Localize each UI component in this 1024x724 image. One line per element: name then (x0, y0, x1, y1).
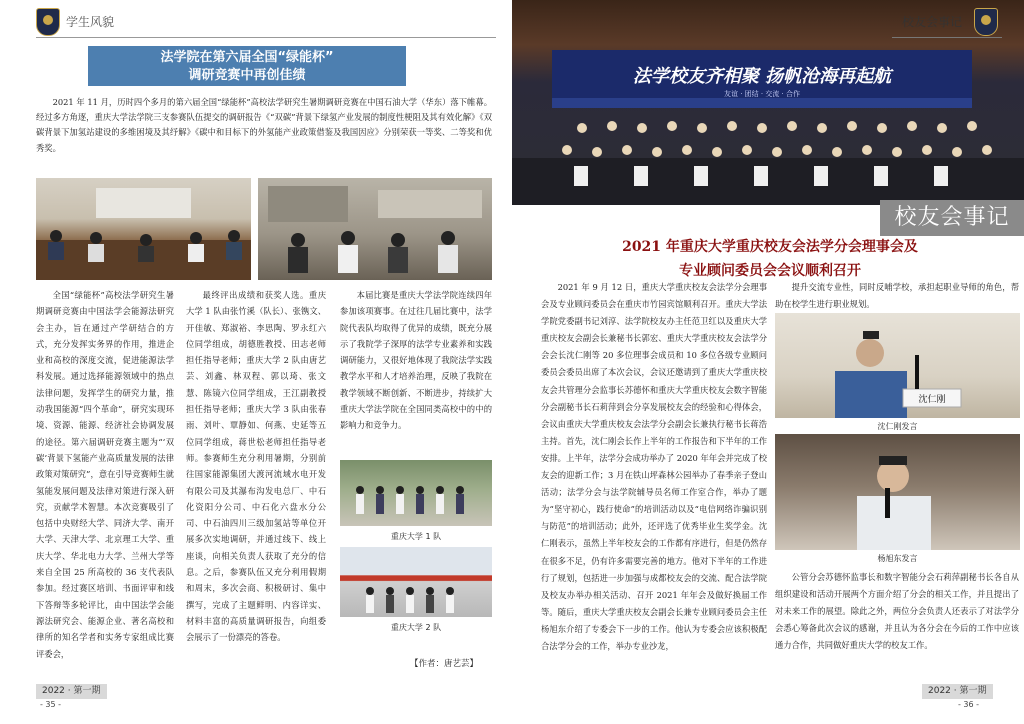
article-headline (88, 46, 406, 86)
header-rule (36, 37, 496, 38)
discussion-illustration (258, 178, 492, 280)
page-number: - 36 - (958, 700, 980, 709)
speaker-shen-photo (775, 313, 1020, 418)
issue-label: 2022 · 第一期 (922, 684, 993, 699)
article-headline-line-2: 专业顾问委员会会议顺利召开 (679, 263, 861, 279)
meeting-room-illustration (36, 178, 251, 280)
team-2-illustration (340, 547, 492, 617)
nameplate-text: 沈仁刚 (918, 395, 946, 405)
team-1-illustration (340, 460, 492, 526)
meeting-room-photo (36, 178, 251, 280)
header-rule (892, 37, 1002, 38)
speaker-yang-photo (775, 434, 1020, 550)
discussion-photo (258, 178, 492, 280)
article-headline-line-1: 2021 年重庆大学重庆校友会法学分会理事会及 (622, 239, 918, 255)
section-label: 学生风貌 (66, 15, 115, 29)
body-column-1: 2021 年 9 月 12 日，重庆大学重庆校友会法学分会理事会及专业顾问委员会在重庆市竹园宾馆顺利召开。重庆大学法学院党委副书记刘淳、法学院校友办主任范卫红以及重庆大学重庆校友会副会长兼秘书长郭宏、重庆大学重庆校友会法学分会会长沈仁刚等 20 多位理事会成员和 10 多位各级专业顾问委员会委员出席了本次会议，会议还邀请到了重庆大学重庆校友会共管理分会监事长苏德怀和重庆大学重庆校友会数字智能分会副秘书长石莉萍到会分享发展校友会的经验和心得体会，会议由重庆大学重庆校友会法学分会副会长兼执行秘书长蒋浩主持。首先，沈仁刚会长作上半年的工作报告和下半年的工作安排。上半年，法学分会成功举办了 2020 年年会并完成了校友会的迎新工作；3 月在铁山坪森林公园举办了春季亲子登山活动；法学分会与法学院辅导员名师工作室合作，举办了题为“坚守初心，践行使命”的培训活动以及“电信网络诈骗识别与防范”的培训活动；此外，还评选了优秀毕业生奖学金。沈仁刚表示，虽然上半年校友会的工作都有序进行，但是仍然存在很多不足，仍有许多需要完善的地方。他对下半年的工作进行了规划，包括进一步加强与成都校友会的交流、配合法学院及校友办举办相关活动、召开 2021 年年会及做好换届工作等。随后，重庆大学重庆校友会副会长兼专业顾问委员会主任杨旭东介绍了专委会下一步的工作。他认为专委会应该积极配合法学分会的工作，举办专业沙龙， (541, 282, 767, 651)
group-photo-illustration (512, 0, 1024, 205)
speaker-yang-illustration (775, 434, 1020, 550)
photo-banner-text: 法学校友齐相聚 扬帆沧海再起航 (632, 66, 892, 87)
headline-line: 法学院在第六届全国“绿能杯” (160, 50, 334, 65)
team-1-photo (340, 460, 492, 526)
article-intro: 2021 年 11 月，历时四个多月的第六届全国“绿能杯”高校法学研究生暑期调研竞赛在中国石油大学（华东）落下帷幕。经过多方角逐，重庆大学法学院三支参赛队伍提交的调研报告《“双碳”背景下绿氢产业发展的制度性梗阻及其有效化解》《双碳背景下加氢站建设的多维困境及其纾解》《碳中和目标下的外氢能产业政策借鉴及我国因应》分别荣获一等奖、二等奖和优秀奖。 (36, 97, 492, 153)
team-2-photo (340, 547, 492, 617)
team-1-caption: 重庆大学 1 队 (390, 532, 442, 541)
author-credit: 【作者：唐艺芸】 (410, 659, 479, 669)
body-column-2-top: 提升交流专业性，同时反哺学校，承担起职业导师的角色，帮助在校学生进行职业规划。 (775, 282, 1019, 309)
speaker-yang-caption: 杨旭东发言 (877, 554, 918, 563)
team-2-caption: 重庆大学 2 队 (390, 623, 442, 632)
page-number: - 35 - (40, 700, 62, 709)
section-label: 校友会事记 (902, 15, 963, 29)
speaker-shen-illustration (775, 313, 1020, 418)
section-banner: 校友会事记 (880, 200, 1024, 236)
body-column-2-bottom: 公管分会苏德怀监事长和数字智能分会石莉萍副秘书长各自从组织建设和活动开展两个方面介绍了分会的相关工作，并且提出了对未来工作的展望。除此之外，两位分会负责人还表示了对法学分会悉心筹备此次会议的感谢，并且认为各分会在今后的工作中应该通力合作，共同做好重庆大学的校友工作。 (775, 572, 1019, 650)
speaker-shen-caption: 沈仁刚发言 (877, 422, 918, 431)
university-emblem-icon (974, 8, 998, 36)
group-photo (512, 0, 1024, 205)
photo-subbanner-text: 友谊 · 团结 · 交流 · 合作 (723, 90, 801, 98)
headline-line: 调研竞赛中再创佳绩 (188, 68, 306, 83)
body-column-2: 最终评出成绩和获奖人选。重庆大学 1 队由张竹溪（队长）、张镌文、开佳敏、郑淑裕、李思陶、罗永红六位同学组成，胡德胜教授、田志老师担任指导老师；重庆大学 2 队由唐艺芸、刘鑫、林双程、郭以琦、张文慧、陈镜六位同学组成，王江副教授担任指导老师；重庆大学 3 队由张春雨、刘叶、覃静如、何燕、史延等五位同学组成，蒋世松老师担任指导老师。参赛师生充分利用暑期，分别前往国家能源集团大渡河流域水电开发有限公司及其瀑布沟发电总厂、中石化资阳分公司、中石化六盘水分公司、中石油四川三级加氢站等单位开展多次实地调研，并通过线下、线上座谈，向相关负责人获取了充分的信息。之后，参赛队伍又充分利用假期和周末，多次会商、积极研讨、集中撰写，完成了主题鲜明、内容详实、材料丰富的高质量调研报告，向组委会展示了一份漂亮的答卷。 (186, 290, 326, 643)
issue-label: 2022 · 第一期 (36, 684, 107, 699)
university-emblem-icon (36, 8, 60, 36)
body-column-1: 全国“绿能杯”高校法学研究生暑期调研竞赛由中国法学会能源法研究会主办，旨在通过产学研结合的方式，充分发挥实务界的作用，推进企业和高校的深度交流，促进能源法学科发展。通过选择能源领域中的热点法律问题，发挥学生的研究力量，推动我国能源“四个革命”，研究实现环境、资源、能源、经济社会协调发展的途径。第六届调研竞赛主题为“‘双碳’背景下氢能产业高质量发展的法律政策对策研究”，意在引导竞赛师生就氢能发展问题及法律对策进行深入研究，贡献学术智慧。本次竞赛吸引了包括中央财经大学、同济大学、南开大学、天津大学、北京理工大学、重庆大学、华北电力大学、兰州大学等来自全国 25 所高校的 36 支代表队参加。经过赛区培训、书面评审和线下答辩等多轮评比，由中国法学会能源法研究会、能源企业、著名高校和律所的知名学者和实务专家组成比赛评委会， (36, 290, 174, 659)
body-column-3: 本届比赛是重庆大学法学院连续四年参加该项赛事。在过往几届比赛中，法学院代表队均取得了优异的成绩，既充分展示了我院学子深厚的法学专业素养和实践调研能力，又很好地体现了我院法学实践教学水平和人才培养治理，反映了我院在教学领域不断创新、不断进步，持续扩大重庆大学法学院在全国同类高校中的中的影响力和竞争力。 (340, 290, 492, 431)
